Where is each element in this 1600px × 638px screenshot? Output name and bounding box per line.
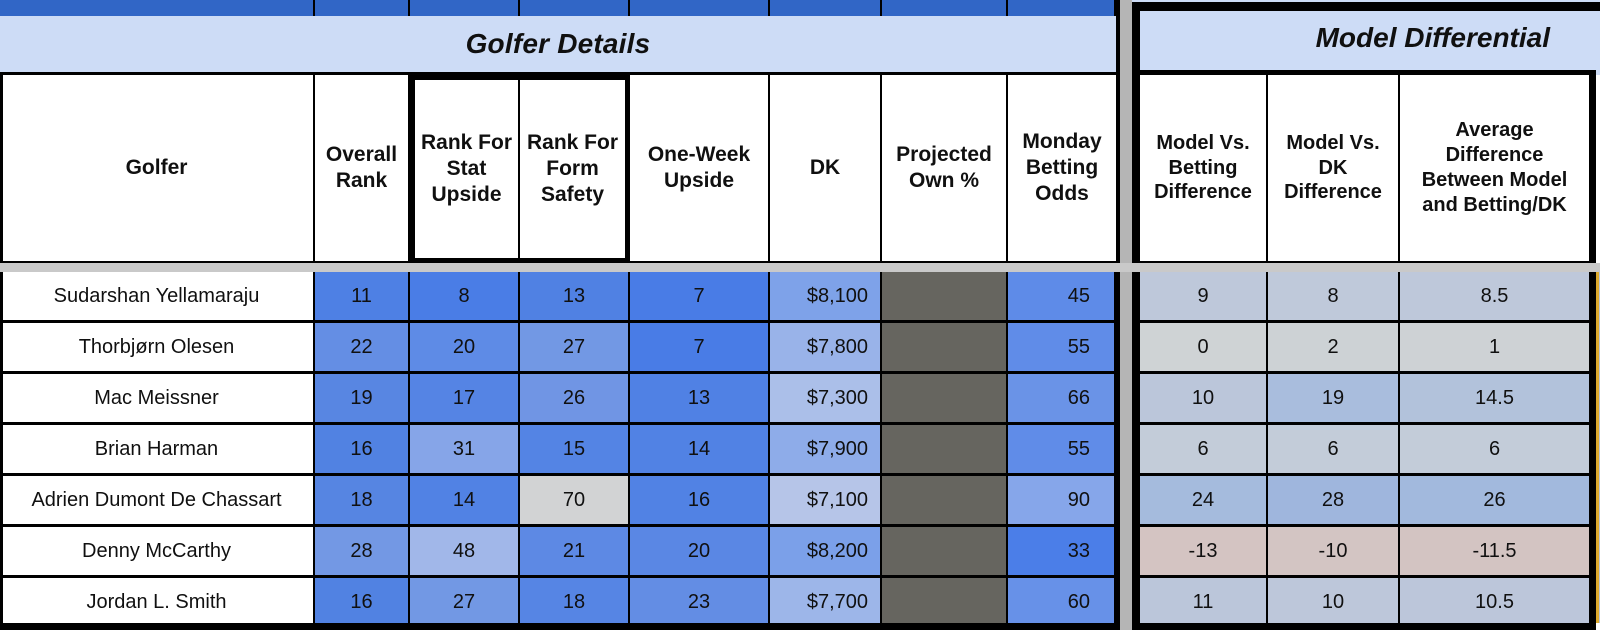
table-row (1140, 578, 1589, 629)
table-right-border (1116, 0, 1120, 630)
diff-cell[interactable]: -13 (1140, 527, 1268, 578)
column-header-projected-own[interactable]: Projected Own % (882, 75, 1008, 263)
stat-cell[interactable]: 8 (410, 272, 520, 323)
bottom-border-right (1132, 623, 1596, 630)
diff-cell[interactable]: 10 (1268, 578, 1400, 629)
model-differential-column-headers (1140, 75, 1589, 263)
stat-cell[interactable]: 90 (1008, 476, 1116, 527)
top-cut-cell (315, 0, 410, 16)
projected-own-cell[interactable] (882, 527, 1008, 578)
diff-cell[interactable]: 8 (1268, 272, 1400, 323)
stat-cell[interactable]: 48 (410, 527, 520, 578)
projected-own-cell[interactable] (882, 425, 1008, 476)
diff-cell[interactable]: -11.5 (1400, 527, 1589, 578)
diff-cell[interactable]: 28 (1268, 476, 1400, 527)
column-header-model-vs-betting[interactable]: Model Vs. Betting Difference (1140, 75, 1268, 263)
golfer-details-section-header[interactable]: Golfer Details (0, 16, 1116, 75)
stat-cell[interactable]: $7,300 (770, 374, 882, 425)
stat-cell[interactable]: 66 (1008, 374, 1116, 425)
projected-own-cell[interactable] (882, 272, 1008, 323)
stat-cell[interactable]: 27 (520, 323, 630, 374)
table-row (0, 578, 1116, 629)
section-gap (1120, 0, 1132, 638)
table-row (0, 425, 1116, 476)
top-cut-cell (0, 0, 315, 16)
column-header-dk[interactable]: DK (770, 75, 882, 263)
golfer-name-cell[interactable]: Brian Harman (0, 425, 315, 476)
table-row (1140, 272, 1589, 323)
stat-cell[interactable]: 60 (1008, 578, 1116, 629)
table-row (0, 272, 1116, 323)
stat-cell[interactable]: 16 (630, 476, 770, 527)
diff-cell[interactable]: 14.5 (1400, 374, 1589, 425)
top-cut-cell (410, 0, 520, 16)
column-header-rank-form-safety[interactable]: Rank For Form Safety (520, 75, 630, 263)
table-row (1140, 323, 1589, 374)
table-row (0, 374, 1116, 425)
column-header-model-vs-dk[interactable]: Model Vs. DK Difference (1268, 75, 1400, 263)
table-row (1140, 374, 1589, 425)
golfer-name-cell[interactable]: Jordan L. Smith (0, 578, 315, 629)
stat-cell[interactable]: $7,900 (770, 425, 882, 476)
projected-own-cell[interactable] (882, 323, 1008, 374)
top-cut-cell (520, 0, 630, 16)
stat-cell[interactable]: 45 (1008, 272, 1116, 323)
top-cut-cell (882, 0, 1008, 16)
golfer-details-rows (0, 272, 1116, 629)
stat-cell[interactable]: 15 (520, 425, 630, 476)
golfer-name-cell[interactable]: Mac Meissner (0, 374, 315, 425)
golfer-name-cell[interactable]: Denny McCarthy (0, 527, 315, 578)
stat-cell[interactable]: $7,800 (770, 323, 882, 374)
column-header-average-difference[interactable]: Average Difference Between Model and Betting/DK (1400, 75, 1589, 263)
stat-cell[interactable]: $8,100 (770, 272, 882, 323)
diff-cell[interactable]: 8.5 (1400, 272, 1589, 323)
golfer-name-cell[interactable]: Thorbjørn Olesen (0, 323, 315, 374)
projected-own-cell[interactable] (882, 374, 1008, 425)
table-row (0, 527, 1116, 578)
projected-own-cell[interactable] (882, 476, 1008, 527)
stat-cell[interactable]: 28 (315, 527, 410, 578)
diff-cell[interactable]: 6 (1140, 425, 1268, 476)
diff-cell[interactable]: 2 (1268, 323, 1400, 374)
stat-cell[interactable]: 27 (410, 578, 520, 629)
bottom-border-left (0, 623, 1120, 630)
diff-cell[interactable]: 6 (1400, 425, 1589, 476)
stat-cell[interactable]: 21 (520, 527, 630, 578)
stat-cell[interactable]: 13 (520, 272, 630, 323)
stat-cell[interactable]: 11 (315, 272, 410, 323)
stat-cell[interactable]: 18 (520, 578, 630, 629)
stat-cell[interactable]: 55 (1008, 323, 1116, 374)
table-row (0, 323, 1116, 374)
diff-cell[interactable]: 1 (1400, 323, 1589, 374)
stat-cell[interactable]: 18 (315, 476, 410, 527)
stat-cell[interactable]: 26 (520, 374, 630, 425)
golfer-name-cell[interactable]: Adrien Dumont De Chassart (0, 476, 315, 527)
stat-cell[interactable]: 7 (630, 323, 770, 374)
table-row (1140, 527, 1589, 578)
stat-cell[interactable]: 17 (410, 374, 520, 425)
stat-cell[interactable]: 31 (410, 425, 520, 476)
stat-cell[interactable]: 33 (1008, 527, 1116, 578)
stat-cell[interactable]: 16 (315, 578, 410, 629)
model-differential-right-border (1589, 70, 1596, 630)
diff-cell[interactable]: 10 (1140, 374, 1268, 425)
diff-cell[interactable]: 10.5 (1400, 578, 1589, 629)
stat-cell[interactable]: 13 (630, 374, 770, 425)
diff-cell[interactable]: 11 (1140, 578, 1268, 629)
diff-cell[interactable]: -10 (1268, 527, 1400, 578)
golfer-details-column-headers (0, 75, 1116, 263)
stat-cell[interactable]: 14 (410, 476, 520, 527)
frozen-row-separator (0, 263, 1600, 272)
stat-cell[interactable]: 55 (1008, 425, 1116, 476)
model-differential-left-border (1132, 2, 1140, 630)
top-cut-cell (1008, 0, 1116, 16)
stat-cell[interactable]: $7,100 (770, 476, 882, 527)
model-differential-top-border (1132, 2, 1600, 11)
stat-cell[interactable]: 20 (630, 527, 770, 578)
table-row (1140, 425, 1589, 476)
stat-cell[interactable]: $8,200 (770, 527, 882, 578)
top-cut-cell (630, 0, 770, 16)
table-left-border (0, 72, 3, 630)
bottom-cut-row (0, 630, 1600, 638)
model-differential-section-header[interactable]: Model Differential (1132, 0, 1600, 75)
column-header-one-week-upside[interactable]: One-Week Upside (630, 75, 770, 263)
model-differential-rows (1140, 272, 1589, 629)
stat-cell[interactable]: 14 (630, 425, 770, 476)
column-header-monday-betting-odds[interactable]: Monday Betting Odds (1008, 75, 1116, 263)
stat-cell[interactable]: 20 (410, 323, 520, 374)
model-differential-header-divider (1132, 70, 1596, 75)
table-row (0, 476, 1116, 527)
diff-cell[interactable]: 0 (1140, 323, 1268, 374)
top-cut-cell (770, 0, 882, 16)
golfer-name-cell[interactable]: Sudarshan Yellamaraju (0, 272, 315, 323)
stat-cell[interactable]: $7,700 (770, 578, 882, 629)
stat-cell[interactable]: 70 (520, 476, 630, 527)
column-header-golfer[interactable]: Golfer (0, 75, 315, 263)
table-row (1140, 476, 1589, 527)
column-header-rank-stat-upside[interactable]: Rank For Stat Upside (410, 75, 520, 263)
diff-cell[interactable]: 24 (1140, 476, 1268, 527)
diff-cell[interactable]: 26 (1400, 476, 1589, 527)
stat-cell[interactable]: 22 (315, 323, 410, 374)
stat-cell[interactable]: 16 (315, 425, 410, 476)
projected-own-cell[interactable] (882, 578, 1008, 629)
diff-cell[interactable]: 19 (1268, 374, 1400, 425)
stat-cell[interactable]: 23 (630, 578, 770, 629)
diff-cell[interactable]: 6 (1268, 425, 1400, 476)
column-header-overall-rank[interactable]: Overall Rank (315, 75, 410, 263)
stat-cell[interactable]: 19 (315, 374, 410, 425)
diff-cell[interactable]: 9 (1140, 272, 1268, 323)
stat-cell[interactable]: 7 (630, 272, 770, 323)
